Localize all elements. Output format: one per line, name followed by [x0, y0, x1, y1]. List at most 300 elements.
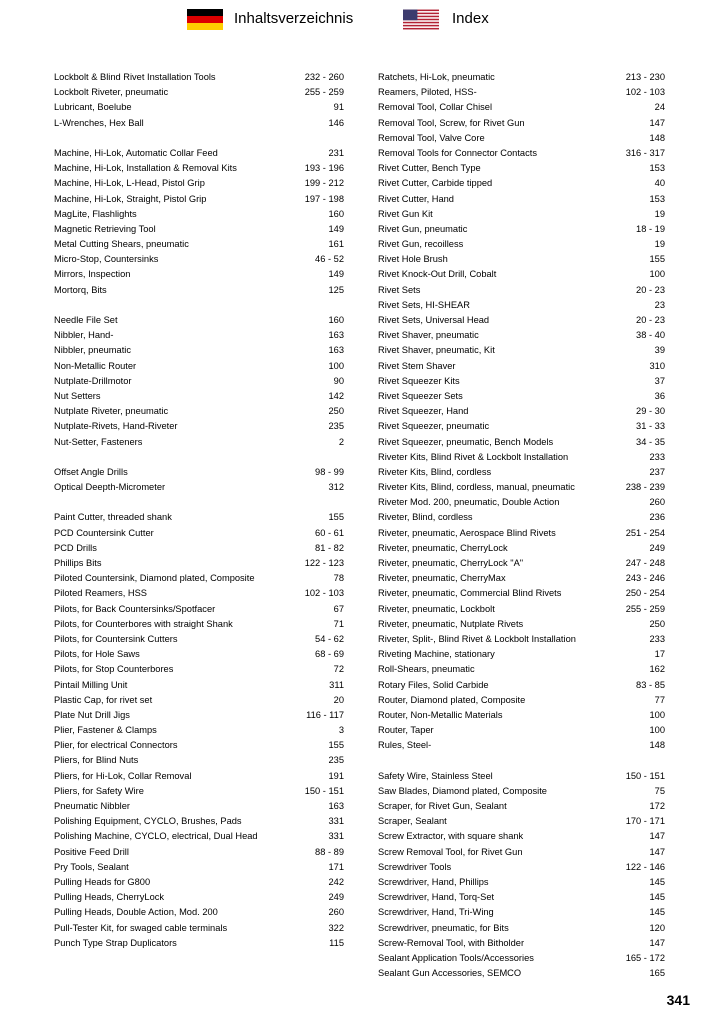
index-entry-page: 331 — [328, 816, 344, 827]
index-entry-page: 100 — [649, 269, 665, 280]
index-entry-page: 91 — [333, 102, 344, 113]
index-entry-label: Sealant Gun Accessories, SEMCO — [378, 968, 522, 979]
index-entry — [378, 374, 665, 389]
index-entry-page: 150 - 151 — [625, 770, 665, 781]
index-entry-page: 39 — [654, 345, 665, 356]
index-entry — [54, 617, 344, 632]
index-entry-page: 312 — [328, 482, 344, 493]
index-entry-page: 172 — [649, 801, 665, 811]
index-entry — [378, 450, 665, 465]
index-entry-label: Riveter, pneumatic, CherryMax — [378, 573, 506, 584]
index-entry — [54, 662, 344, 677]
index-entry-page: 311 — [329, 679, 344, 690]
index-entry-page: 90 — [333, 375, 344, 386]
index-entry-page: 72 — [333, 664, 344, 675]
index-entry-label: Magnetic Retrieving Tool — [54, 223, 156, 234]
index-entry-label: PCD Drills — [54, 542, 97, 553]
index-entry-page: 231 — [328, 147, 344, 158]
index-entry-label: Router, Non-Metallic Materials — [378, 709, 503, 720]
index-entry-label: Removal Tool, Collar Chisel — [378, 102, 493, 113]
index-entry — [54, 829, 344, 844]
index-entry — [54, 207, 344, 222]
index-entry — [54, 70, 344, 85]
index-entry-label: PCD Countersink Cutter — [54, 527, 154, 538]
index-entry-page: 147 — [649, 937, 665, 948]
index-entry-label: Plier, for electrical Connectors — [54, 740, 178, 751]
page-number: 341 — [666, 992, 690, 1008]
index-entry-label: Metal Cutting Shears, pneumatic — [54, 239, 189, 250]
index-entry — [378, 252, 665, 267]
index-entry — [54, 921, 344, 936]
index-entry — [378, 389, 665, 404]
index-entry-label: Screwdriver, Hand, Tri-Wing — [378, 907, 494, 918]
index-entry-label: Pulling Heads, Double Action, Mod. 200 — [54, 907, 218, 918]
index-entry — [378, 541, 665, 556]
index-entry-label: Nutplate Riveter, pneumatic — [54, 406, 169, 417]
index-entry — [54, 586, 344, 601]
index-entry — [54, 647, 344, 662]
index-entry-page: 197 - 198 — [304, 193, 344, 204]
index-entry-label: Pilots, for Countersink Cutters — [54, 633, 178, 644]
index-entry — [54, 267, 344, 282]
index-entry-label: Rivet Shaver, pneumatic, Kit — [378, 345, 495, 356]
index-entry-label: Rivet Stem Shaver — [378, 360, 456, 371]
index-entry-page: 68 - 69 — [315, 649, 344, 660]
index-entry — [54, 419, 344, 434]
index-entry-page: 147 — [649, 117, 665, 128]
index-entry-label: Machine, Hi-Lok, Straight, Pistol Grip — [54, 193, 207, 204]
index-entry-page: 193 - 196 — [304, 163, 344, 174]
index-entry-label: Pintail Milling Unit — [54, 679, 128, 690]
index-entry-label: Riveter, pneumatic, CherryLock "A" — [378, 558, 524, 568]
index-entry — [54, 936, 344, 951]
index-spacer — [378, 753, 665, 768]
index-spacer — [54, 131, 344, 146]
index-column-left — [54, 70, 344, 951]
index-entry — [54, 845, 344, 860]
index-entry — [378, 298, 665, 313]
index-entry — [378, 936, 665, 951]
index-entry-page: 260 — [649, 497, 665, 508]
index-entry-page: 162 — [649, 664, 665, 675]
index-entry-page: 24 — [654, 102, 665, 113]
index-entry-page: 153 — [649, 193, 665, 204]
index-entry-label: Offset Angle Drills — [54, 466, 128, 477]
index-entry-page: 29 - 30 — [636, 406, 665, 417]
index-entry-label: Nibbler, pneumatic — [54, 345, 131, 356]
index-entry-label: Plate Nut Drill Jigs — [54, 709, 130, 720]
index-entry-label: Safety Wire, Stainless Steel — [378, 770, 493, 781]
index-entry-page: 75 — [654, 785, 665, 796]
index-entry-page: 34 - 35 — [636, 436, 665, 447]
index-entry-label: Nut Setters — [54, 390, 101, 401]
index-entry-page: 83 - 85 — [636, 679, 665, 690]
index-entry-label: Sealant Application Tools/Accessories — [378, 952, 534, 963]
index-entry-page: 233 — [649, 633, 665, 644]
index-entry-label: Pulling Heads, CherryLock — [54, 892, 165, 903]
index-entry-page: 163 — [328, 330, 344, 341]
index-entry-label: Machine, Hi-Lok, L-Head, Pistol Grip — [54, 178, 205, 189]
index-entry — [54, 632, 344, 647]
index-entry — [378, 222, 665, 237]
index-entry-page: 171 — [328, 861, 344, 872]
index-entry-label: Riveter Kits, Blind, cordless — [378, 466, 492, 477]
index-entry-page: 232 - 260 — [304, 72, 344, 82]
index-entry-page: 247 - 248 — [625, 558, 665, 568]
index-entry — [378, 495, 665, 510]
index-entry-page: 23 — [654, 299, 665, 310]
index-entry-page: 145 — [649, 907, 665, 918]
index-entry-label: Pilots, for Stop Counterbores — [54, 664, 174, 675]
index-entry-label: Paint Cutter, threaded shank — [54, 512, 172, 523]
index-entry-label: Rivet Cutter, Hand — [378, 193, 454, 204]
index-entry-page: 146 — [328, 117, 344, 128]
index-entry-label: Plastic Cap, for rivet set — [54, 694, 153, 705]
index-entry-label: Machine, Hi-Lok, Automatic Collar Feed — [54, 147, 218, 158]
index-entry-label: Needle File Set — [54, 315, 118, 325]
index-entry-label: Pliers, for Blind Nuts — [54, 755, 139, 766]
index-entry — [378, 465, 665, 480]
index-entry — [54, 905, 344, 920]
index-entry-page: 147 — [649, 846, 665, 857]
index-entry-label: Rivet Sets, HI-SHEAR — [378, 299, 470, 310]
index-entry — [54, 283, 344, 298]
index-entry — [378, 586, 665, 601]
index-entry — [54, 814, 344, 829]
index-entry-page: 120 — [649, 922, 665, 933]
index-entry-label: Non-Metallic Router — [54, 360, 137, 371]
index-entry — [378, 723, 665, 738]
index-entry-page: 20 - 23 — [636, 284, 665, 295]
index-entry-page: 78 — [333, 573, 344, 584]
index-entry — [378, 860, 665, 875]
index-entry-page: 161 — [328, 239, 344, 250]
index-entry-label: Positive Feed Drill — [54, 846, 129, 857]
index-entry-label: Saw Blades, Diamond plated, Composite — [378, 785, 547, 796]
index-entry-page: 153 — [649, 163, 665, 174]
index-entry-page: 17 — [654, 649, 665, 660]
index-entry-label: Nutplate-Drillmotor — [54, 375, 132, 386]
index-entry-page: 148 — [649, 740, 665, 751]
index-entry-label: Pneumatic Nibbler — [54, 801, 130, 811]
index-entry-page: 249 — [328, 892, 344, 903]
index-entry-page: 19 — [654, 239, 665, 250]
index-entry-label: Removal Tool, Valve Core — [378, 132, 485, 143]
index-entry-label: Mortorq, Bits — [54, 284, 107, 295]
index-entry-page: 71 — [333, 618, 344, 629]
index-entry — [378, 100, 665, 115]
index-entry — [54, 85, 344, 100]
index-entry — [378, 131, 665, 146]
index-entry-label: Pry Tools, Sealant — [54, 861, 129, 872]
index-entry — [378, 510, 665, 525]
index-entry — [378, 526, 665, 541]
index-entry-label: Nibbler, Hand- — [54, 330, 114, 341]
index-entry-label: Rivet Gun, pneumatic — [378, 223, 468, 234]
index-entry-page: 2 — [338, 436, 344, 447]
index-entry-label: Optical Deepth-Micrometer — [54, 482, 166, 493]
index-entry-page: 3 — [338, 725, 344, 736]
index-entry-page: 20 - 23 — [636, 315, 665, 325]
index-entry — [54, 374, 344, 389]
index-entry-label: Riveter Kits, Blind, cordless, manual, pneumatic — [378, 482, 575, 493]
index-entry — [378, 556, 665, 571]
index-entry — [54, 860, 344, 875]
index-entry — [54, 723, 344, 738]
index-entry-label: MagLite, Flashlights — [54, 208, 137, 219]
index-entry-page: 242 — [328, 876, 344, 887]
index-column-right — [378, 70, 665, 981]
index-entry — [378, 769, 665, 784]
index-entry — [378, 85, 665, 100]
index-entry — [378, 693, 665, 708]
index-entry — [378, 328, 665, 343]
index-spacer — [54, 495, 344, 510]
index-entry — [378, 951, 665, 966]
index-entry — [54, 100, 344, 115]
index-entry-page: 163 — [328, 801, 344, 811]
index-entry-label: Rivet Shaver, pneumatic — [378, 330, 479, 341]
english-title: Index — [452, 10, 489, 27]
index-entry-page: 322 — [328, 922, 344, 933]
index-entry-page: 149 — [328, 269, 344, 280]
index-entry-page: 98 - 99 — [315, 466, 344, 477]
index-entry-page: 142 — [328, 390, 344, 401]
index-entry-label: Rivet Sets, Universal Head — [378, 315, 490, 325]
index-entry — [378, 359, 665, 374]
us-flag-icon — [403, 9, 439, 30]
index-entry-page: 331 — [328, 831, 344, 842]
index-entry — [54, 343, 344, 358]
index-entry-label: Rivet Knock-Out Drill, Cobalt — [378, 269, 497, 280]
index-entry — [378, 419, 665, 434]
index-entry-page: 40 — [654, 178, 665, 189]
index-entry-page: 102 - 103 — [304, 588, 344, 599]
index-entry-page: 250 - 254 — [625, 588, 665, 599]
index-entry-label: Rivet Cutter, Carbide tipped — [378, 178, 493, 189]
index-entry — [54, 146, 344, 161]
index-entry-page: 255 - 259 — [625, 603, 665, 614]
index-entry-page: 249 — [649, 542, 665, 553]
index-entry-label: Router, Taper — [378, 725, 434, 736]
index-entry-label: Piloted Reamers, HSS — [54, 588, 148, 599]
index-entry — [54, 359, 344, 374]
index-entry — [378, 161, 665, 176]
index-entry — [54, 571, 344, 586]
index-entry-page: 88 - 89 — [315, 846, 344, 857]
index-entry — [378, 905, 665, 920]
index-entry — [54, 602, 344, 617]
index-entry — [54, 541, 344, 556]
index-entry-page: 199 - 212 — [304, 178, 344, 189]
index-entry-label: Rotary Files, Solid Carbide — [378, 679, 489, 690]
index-entry — [378, 70, 665, 85]
index-entry — [378, 146, 665, 161]
index-entry-page: 145 — [649, 892, 665, 903]
index-entry — [54, 890, 344, 905]
index-entry-page: 155 — [328, 740, 344, 751]
index-entry — [378, 966, 665, 981]
index-entry-label: Pliers, for Hi-Lok, Collar Removal — [54, 770, 192, 781]
index-entry-label: Riveter, pneumatic, Nutplate Rivets — [378, 618, 524, 629]
index-entry — [54, 435, 344, 450]
index-entry-page: 250 — [328, 406, 344, 417]
index-entry-label: Pliers, for Safety Wire — [54, 785, 144, 796]
index-entry-page: 165 — [649, 968, 665, 979]
index-entry — [54, 556, 344, 571]
index-entry-label: Mirrors, Inspection — [54, 269, 131, 280]
index-entry-label: Rivet Squeezer, Hand — [378, 406, 469, 417]
index-entry-label: Screwdriver Tools — [378, 861, 452, 872]
index-entry — [378, 632, 665, 647]
index-entry — [54, 875, 344, 890]
index-entry-label: Screwdriver, pneumatic, for Bits — [378, 922, 509, 933]
index-entry — [54, 738, 344, 753]
index-entry — [54, 176, 344, 191]
index-entry-label: Rivet Squeezer, pneumatic, Bench Models — [378, 436, 554, 447]
index-spacer — [54, 450, 344, 465]
index-entry-page: 31 - 33 — [636, 421, 665, 432]
index-entry — [54, 222, 344, 237]
index-entry — [54, 328, 344, 343]
index-entry — [378, 602, 665, 617]
index-entry-page: 18 - 19 — [636, 223, 665, 234]
index-entry-page: 115 — [329, 937, 344, 948]
index-entry — [378, 192, 665, 207]
index-entry-label: Rivet Sets — [378, 284, 421, 295]
index-entry-label: Pull-Tester Kit, for swaged cable terminals — [54, 922, 228, 933]
index-entry-page: 125 — [328, 284, 344, 295]
index-entry — [54, 313, 344, 328]
index-entry-page: 251 - 254 — [625, 527, 665, 538]
index-entry-page: 236 — [649, 512, 665, 523]
index-entry — [378, 647, 665, 662]
index-entry-label: Pulling Heads for G800 — [54, 876, 151, 887]
index-entry — [54, 753, 344, 768]
index-entry — [378, 814, 665, 829]
index-entry — [54, 769, 344, 784]
index-entry — [54, 116, 344, 131]
index-entry-label: Riveting Machine, stationary — [378, 649, 495, 660]
index-entry-label: Pilots, for Counterbores with straight Shank — [54, 618, 233, 629]
index-entry — [378, 708, 665, 723]
index-entry — [54, 404, 344, 419]
index-entry — [378, 799, 665, 814]
index-entry-page: 170 - 171 — [625, 816, 665, 827]
index-entry-page: 237 — [649, 466, 665, 477]
index-entry — [378, 890, 665, 905]
index-entry-page: 255 - 259 — [304, 87, 344, 98]
index-entry — [54, 465, 344, 480]
index-entry-page: 81 - 82 — [315, 542, 344, 553]
index-entry — [378, 116, 665, 131]
index-entry-label: Router, Diamond plated, Composite — [378, 694, 526, 705]
index-entry-page: 37 — [654, 375, 665, 386]
index-spacer — [54, 298, 344, 313]
index-entry — [378, 343, 665, 358]
index-entry — [378, 571, 665, 586]
index-entry-page: 147 — [649, 831, 665, 842]
index-entry-label: Rivet Gun, recoilless — [378, 239, 464, 250]
index-entry — [54, 526, 344, 541]
index-entry-label: Rivet Squeezer Sets — [378, 390, 463, 401]
index-entry-label: Screw Removal Tool, for Rivet Gun — [378, 846, 523, 857]
index-entry-label: Rivet Hole Brush — [378, 254, 448, 265]
index-entry-label: Machine, Hi-Lok, Installation & Removal Kits — [54, 163, 237, 174]
index-entry-label: Rivet Squeezer, pneumatic — [378, 421, 490, 432]
index-entry-label: Rivet Squeezer Kits — [378, 375, 460, 386]
index-entry-label: Nutplate-Rivets, Hand-Riveter — [54, 421, 178, 432]
index-entry-label: Polishing Machine, CYCLO, electrical, Dual Head — [54, 831, 258, 842]
index-entry-page: 233 — [649, 451, 665, 462]
index-entry-label: Pilots, for Back Countersinks/Spotfacer — [54, 603, 216, 614]
index-entry — [378, 176, 665, 191]
index-entry-label: Riveter, pneumatic, Aerospace Blind Rivets — [378, 527, 556, 538]
index-entry-page: 20 — [333, 694, 344, 705]
index-entry — [54, 510, 344, 525]
index-entry-label: Screwdriver, Hand, Phillips — [378, 876, 489, 887]
index-entry-page: 316 - 317 — [625, 147, 665, 158]
index-entry-label: Roll-Shears, pneumatic — [378, 664, 475, 675]
index-entry — [378, 404, 665, 419]
index-entry — [54, 237, 344, 252]
index-entry-page: 235 — [328, 755, 344, 766]
index-entry-page: 160 — [328, 315, 344, 325]
index-entry — [378, 845, 665, 860]
german-title: Inhaltsverzeichnis — [234, 10, 354, 27]
index-entry-page: 116 - 117 — [306, 709, 344, 720]
index-entry-page: 122 - 123 — [304, 558, 344, 568]
index-entry-label: Punch Type Strap Duplicators — [54, 937, 177, 948]
index-entry — [378, 829, 665, 844]
index-entry — [378, 267, 665, 282]
index-entry — [54, 480, 344, 495]
index-entry-label: Nut-Setter, Fasteners — [54, 436, 143, 447]
index-entry-page: 19 — [654, 208, 665, 219]
index-entry-page: 60 - 61 — [315, 527, 344, 538]
index-entry-label: Scraper, for Rivet Gun, Sealant — [378, 801, 507, 811]
index-entry-page: 213 - 230 — [625, 72, 665, 82]
index-entry — [54, 799, 344, 814]
index-entry-label: Phillips Bits — [54, 558, 102, 568]
index-entry-label: Removal Tools for Connector Contacts — [378, 147, 537, 158]
index-entry-page: 36 — [654, 390, 665, 401]
index-entry — [54, 784, 344, 799]
index-entry — [54, 678, 344, 693]
index-entry-label: Riveter Kits, Blind Rivet & Lockbolt Installation — [378, 451, 569, 462]
index-entry-label: Lockbolt & Blind Rivet Installation Tools — [54, 72, 216, 82]
index-entry-label: Rivet Gun Kit — [378, 208, 433, 219]
index-entry-label: Ratchets, Hi-Lok, pneumatic — [378, 72, 495, 82]
index-entry-label: Polishing Equipment, CYCLO, Brushes, Pads — [54, 816, 242, 827]
index-entry-page: 100 — [649, 709, 665, 720]
index-entry — [378, 313, 665, 328]
index-entry-page: 102 - 103 — [625, 87, 665, 98]
index-entry-label: L-Wrenches, Hex Ball — [54, 117, 144, 128]
index-entry-label: Riveter, pneumatic, CherryLock — [378, 542, 508, 553]
index-entry-page: 250 — [649, 618, 665, 629]
index-entry — [378, 480, 665, 495]
index-entry-page: 160 — [328, 208, 344, 219]
page-header — [0, 0, 724, 40]
index-entry-page: 122 - 146 — [625, 861, 665, 872]
index-entry — [378, 435, 665, 450]
index-entry-label: Screw Extractor, with square shank — [378, 831, 524, 842]
index-entry — [378, 784, 665, 799]
index-entry-page: 238 - 239 — [625, 482, 665, 493]
index-entry — [378, 283, 665, 298]
index-entry-page: 148 — [649, 132, 665, 143]
